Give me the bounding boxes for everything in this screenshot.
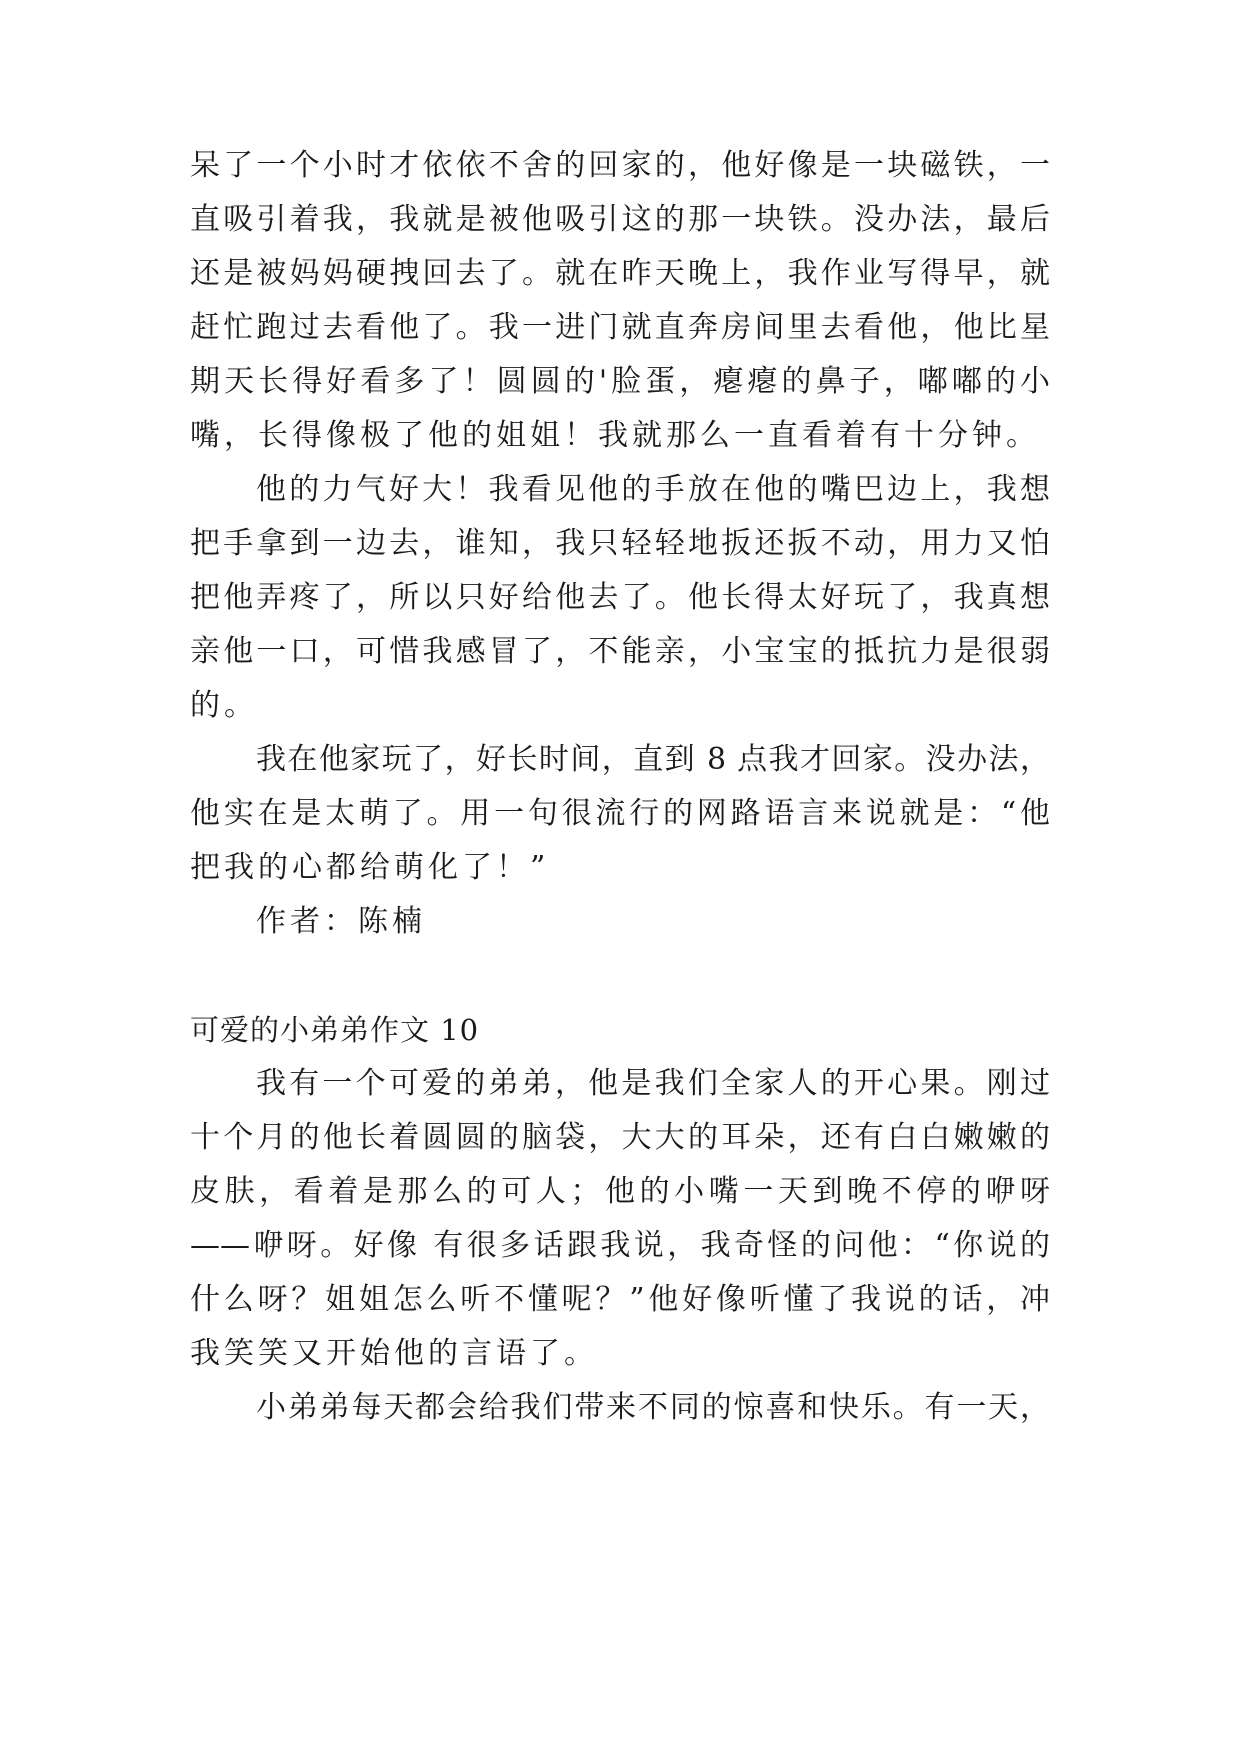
paragraph-line: 我在他家玩了，好长时间，直到 8 点我才回家。没办法， bbox=[256, 742, 1050, 777]
paragraph-line: 赶忙跑过去看他了。我一进门就直奔房间里去看他，他比星 bbox=[190, 310, 1050, 345]
paragraph-line: 呆了一个小时才依依不舍的回家的，他好像是一块磁铁，一 bbox=[190, 148, 1050, 183]
paragraph-line: ——咿呀。好像 有很多话跟我说，我奇怪的问他：“你说的 bbox=[190, 1228, 1050, 1263]
paragraph-line: 小弟弟每天都会给我们带来不同的惊喜和快乐。有一天， bbox=[256, 1390, 1050, 1425]
paragraph-line: 把手拿到一边去，谁知，我只轻轻地扳还扳不动，用力又怕 bbox=[190, 526, 1050, 561]
paragraph-line: 还是被妈妈硬拽回去了。就在昨天晚上，我作业写得早，就 bbox=[190, 256, 1050, 291]
paragraph-line: 嘴，长得像极了他的姐姐！我就那么一直看着有十分钟。 bbox=[190, 418, 1040, 453]
paragraph-line: 亲他一口，可惜我感冒了，不能亲，小宝宝的抵抗力是很弱 bbox=[190, 634, 1050, 669]
paragraph-line: 他的力气好大！我看见他的手放在他的嘴巴边上，我想 bbox=[256, 472, 1050, 507]
paragraph-line: 我笑笑又开始他的言语了。 bbox=[190, 1336, 598, 1371]
paragraph-line: 直吸引着我，我就是被他吸引这的那一块铁。没办法，最后 bbox=[190, 202, 1050, 237]
section-heading: 可爱的小弟弟作文 10 bbox=[190, 1013, 480, 1047]
paragraph-line: 我有一个可爱的弟弟，他是我们全家人的开心果。刚过 bbox=[256, 1066, 1050, 1101]
author-line: 作者：陈楠 bbox=[256, 904, 426, 939]
paragraph-line: 把我的心都给萌化了！” bbox=[190, 850, 550, 885]
paragraph-line: 皮肤，看着是那么的可人；他的小嘴一天到晚不停的咿呀 bbox=[190, 1174, 1050, 1209]
paragraph-line: 的。 bbox=[190, 688, 258, 723]
paragraph-line: 他实在是太萌了。用一句很流行的网路语言来说就是：“他 bbox=[190, 796, 1050, 831]
paragraph-line: 什么呀？姐姐怎么听不懂呢？”他好像听懂了我说的话，冲 bbox=[190, 1282, 1050, 1317]
paragraph-line: 期天长得好看多了！圆圆的'脸蛋，瘪瘪的鼻子，嘟嘟的小 bbox=[190, 364, 1050, 399]
paragraph-line: 把他弄疼了，所以只好给他去了。他长得太好玩了，我真想 bbox=[190, 580, 1050, 615]
paragraph-line: 十个月的他长着圆圆的脑袋，大大的耳朵，还有白白嫩嫩的 bbox=[190, 1120, 1050, 1155]
